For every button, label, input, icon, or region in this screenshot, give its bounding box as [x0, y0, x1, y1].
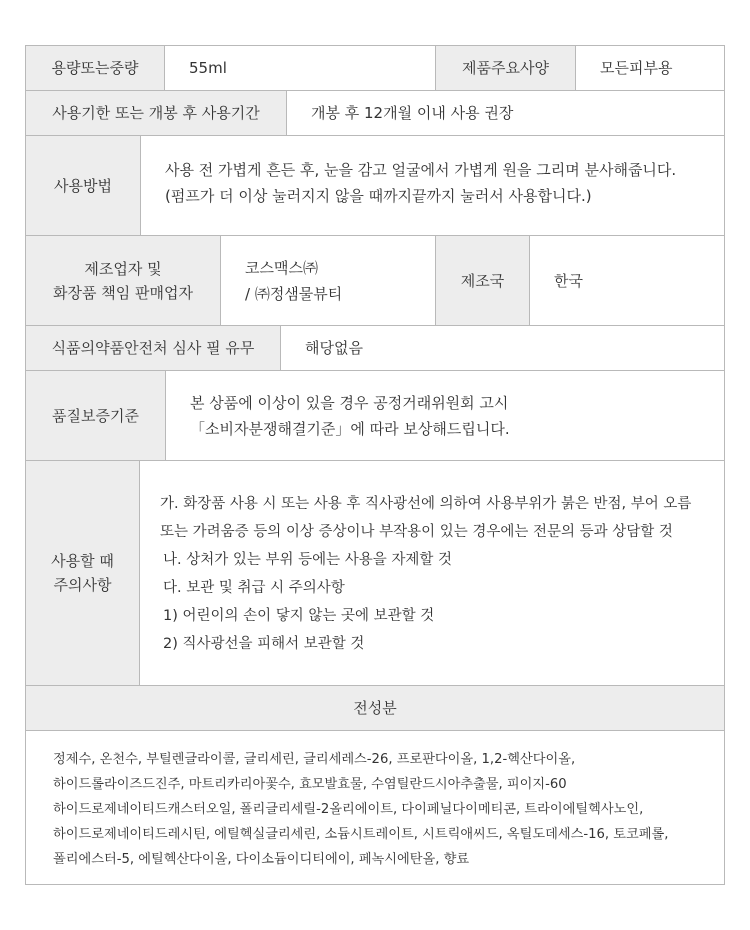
ingredients-label-cell	[26, 686, 724, 730]
capacity-value: 55ml	[189, 59, 227, 77]
mfds-label: 식품의약품안전처 심사 필 유무	[51, 339, 255, 357]
usage-label: 사용방법	[54, 176, 112, 195]
country-label: 제조국	[460, 271, 505, 290]
country-value: 한국	[554, 271, 583, 290]
caution-label-line-1: 사용할 때	[51, 552, 114, 570]
mfds-value: 해당없음	[305, 339, 363, 357]
expiry-label: 사용기한 또는 개봉 후 사용기간	[52, 104, 260, 122]
ingredients-line-4: 하이드로제네이티드레시틴, 에틸헥실글리세린, 소듐시트레이트, 시트릭애씨드, 옥틸도데세스-16, 토코페롤,	[53, 827, 669, 842]
maker-label-line-1: 제조업자 및	[84, 259, 162, 278]
caution-line-2: 또는 가려움증 등의 이상 증상이나 부작용이 있는 경우에는 전문의 등과 상담할 것	[160, 524, 673, 540]
ingredients-label: 전성분	[353, 699, 397, 717]
country-value-cell	[530, 236, 724, 325]
caution-line-5: 1) 어린이의 손이 닿지 않는 곳에 보관할 것	[163, 608, 435, 624]
product-info-table	[25, 45, 725, 885]
row-ingredients-list	[26, 731, 724, 884]
caution-label-cell	[26, 461, 140, 685]
row-maker	[26, 236, 724, 326]
maker-value-line-2: / ㈜정샘물뷰티	[245, 284, 343, 303]
row-caution	[26, 461, 724, 686]
quality-label: 품질보증기준	[52, 406, 139, 425]
capacity-value-cell	[165, 46, 435, 90]
expiry-value: 개봉 후 12개월 이내 사용 권장	[311, 104, 514, 122]
caution-line-6: 2) 직사광선을 피해서 보관할 것	[163, 636, 365, 652]
spec-label: 제품주요사양	[462, 59, 549, 77]
caution-line-3: 나. 상처가 있는 부위 등에는 사용을 자제할 것	[163, 552, 452, 568]
spec-value-cell	[576, 46, 724, 90]
mfds-label-cell	[26, 326, 281, 370]
caution-label-line-2: 주의사항	[53, 576, 112, 594]
quality-label-cell	[26, 371, 166, 460]
usage-line-2: (펌프가 더 이상 눌러지지 않을 때까지끝까지 눌러서 사용합니다.)	[165, 186, 592, 205]
expiry-value-cell	[287, 91, 724, 135]
row-expiry	[26, 91, 724, 136]
row-capacity	[26, 46, 724, 91]
mfds-value-cell	[281, 326, 724, 370]
caution-line-4: 다. 보관 및 취급 시 주의사항	[163, 580, 345, 596]
ingredients-line-3: 하이드로제네이티드캐스터오일, 폴리글리세릴-2올리에이트, 다이페닐다이메티콘, 트라이에틸헥사노인,	[53, 802, 644, 817]
ingredients-line-1: 정제수, 온천수, 부틸렌글라이콜, 글리세린, 글리세레스-26, 프로판다이올, 1,2-헥산다이올,	[53, 752, 576, 767]
row-mfds	[26, 326, 724, 371]
row-ingredients-header	[26, 686, 724, 731]
usage-value-cell	[141, 136, 724, 235]
quality-value-cell	[166, 371, 724, 460]
maker-value-line-1: 코스맥스㈜	[245, 258, 318, 277]
maker-label-cell	[26, 236, 221, 325]
usage-label-cell	[26, 136, 141, 235]
row-quality	[26, 371, 724, 461]
quality-line-1: 본 상품에 이상이 있을 경우 공정거래위원회 고시	[190, 393, 509, 412]
country-label-cell	[435, 236, 530, 325]
row-usage	[26, 136, 724, 236]
capacity-label: 용량또는중량	[51, 59, 139, 77]
ingredients-value-cell	[26, 731, 724, 884]
maker-value-cell	[221, 236, 435, 325]
caution-line-1: 가. 화장품 사용 시 또는 사용 후 직사광선에 의하여 사용부위가 붉은 반점, 부어 오름	[160, 496, 692, 512]
usage-line-1: 사용 전 가볍게 흔든 후, 눈을 감고 얼굴에서 가볍게 원을 그리며 분사해줍니다.	[165, 160, 677, 179]
spec-value: 모든피부용	[600, 59, 673, 77]
quality-line-2: 「소비자분쟁해결기준」에 따라 보상해드립니다.	[190, 419, 510, 438]
spec-label-cell	[435, 46, 576, 90]
ingredients-line-2: 하이드롤라이즈드진주, 마트리카리아꽃수, 효모발효물, 수염틸란드시아추출물, 피이지-60	[53, 777, 567, 792]
capacity-label-cell	[26, 46, 165, 90]
ingredients-line-5: 폴리에스터-5, 에틸헥산다이올, 다이소듐이디티에이, 페녹시에탄올, 향료	[53, 852, 470, 867]
expiry-label-cell	[26, 91, 287, 135]
caution-value-cell	[140, 461, 724, 685]
maker-label-line-2: 화장품 책임 판매업자	[53, 283, 193, 302]
